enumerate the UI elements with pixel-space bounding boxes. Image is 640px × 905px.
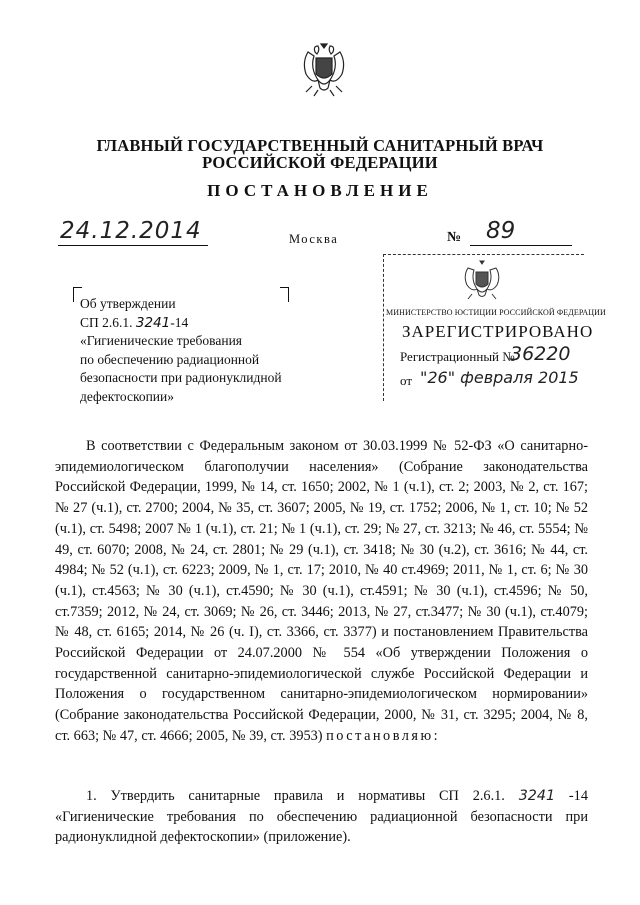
subject-handwritten-number: 3241 [135,314,171,331]
stamp-from-label: от [400,373,413,388]
item-1-paragraph [55,786,588,848]
stamp-ministry: МИНИСТЕРСТВО ЮСТИЦИИ РОССИЙСКОЙ ФЕДЕРАЦИИ [386,308,606,317]
stamp-registered: ЗАРЕГИСТРИРОВАНО [402,322,594,341]
authority-line-1: ГЛАВНЫЙ ГОСУДАРСТВЕННЫЙ САНИТАРНЫЙ ВРАЧ [96,136,544,155]
subject-line [80,314,310,333]
subject-line: «Гигиенические требования [80,333,242,348]
subject-block [80,295,310,406]
subject-code-suffix: -14 [170,314,189,330]
subject-line: дефектоскопии» [80,388,174,404]
stamp-date: "26" февраля 2015 [420,368,579,387]
stamp-regnum: 36220 [510,343,571,365]
item-1-handwritten-number: 3241 [518,788,556,804]
decree-date: 24.12.2014 [60,218,202,244]
authority-line-2: РОССИЙСКОЙ ФЕДЕРАЦИИ [202,153,438,172]
item-1-suffix: -14 «Гигиенические требования по обеспечению радиационной безопасности при радионуклидной дефектоскопии» (приложение). [55,788,588,846]
coat-of-arms-icon [298,42,350,98]
decree-word: постановляю: [326,727,441,744]
number-underline [470,245,572,246]
item-1-prefix: 1. Утвердить санитарные правила и нормативы СП 2.6.1. [86,788,519,804]
city: Москва [289,232,339,246]
subject-line: Об утверждении [80,296,176,311]
number-label: № [447,230,462,245]
preamble-text: В соответствии с Федеральным законом от 30.03.1999 № 52-ФЗ «О санитарно-эпидемиологическом благополучии населения» (Собрание законодательства Российской Федерации, 1999, № 14, ст. 1650; 2002, № 1 (ч.1), ст. 2; 2003, № 2, ст. 167; № 27 (ч.1), ст. 2700; 2004, № 35, ст. 3607; 2005, № 19, ст. 1752; 2006, № 1, ст. 10; № 52 (ч.1), ст. 5498; 2007 № 1 (ч.1), ст. 21; № 1 (ч.1), ст. 29; № 27, ст. 3213; № 46, ст. 5554; № 49, ст. 6070; 2008, № 24, ст. 2801; № 29 (ч.1), ст. 3418; № 30 (ч.2), ст. 3616; № 44, ст. 4984; № 52 (ч.1), ст. 6223; 2009, № 1, ст. 17; 2010, № 40 ст.4969; 2011, № 1, ст. 6; № 30 (ч.1), ст.4563; № 30 (ч.1), ст.4590; № 30 (ч.1), ст.4591; № 30 (ч.1), ст.4596; № 50, ст.7359; 2012, № 24, ст. 3069; № 26, ст. 3446; 2013, № 27, ст.3477; № 30 (ч.1), ст.4079; № 48, ст. 6165; 2014, № 26 (ч. I), ст. 3366, ст. 3377) и постановлением Правительства Российской Федерации от 24.07.2000 № 554 «Об утверждении Положения о государственной санитарно-эпидемиологической службе Российской Федерации и Положения о государственном санитарно-эпидемиологическом нормировании» (Собрание законодательства Российской Федерации, 2000, № 31, ст. 3295; 2004, № 8, ст. 663; № 47, ст. 4666; 2005, № 39, ст. 3953) [55,438,588,744]
subject-line: безопасности при радионуклидной [80,370,282,385]
preamble-paragraph [55,436,588,747]
subject-line: по обеспечению радиационной [80,351,260,367]
subject-code: СП 2.6.1. [80,314,136,330]
stamp-regnum-label: Регистрационный № [400,349,515,364]
decree-title: ПОСТАНОВЛЕНИЕ [207,181,433,200]
date-underline [58,245,208,246]
decree-number: 89 [486,218,516,244]
coat-of-arms-icon [460,260,504,302]
